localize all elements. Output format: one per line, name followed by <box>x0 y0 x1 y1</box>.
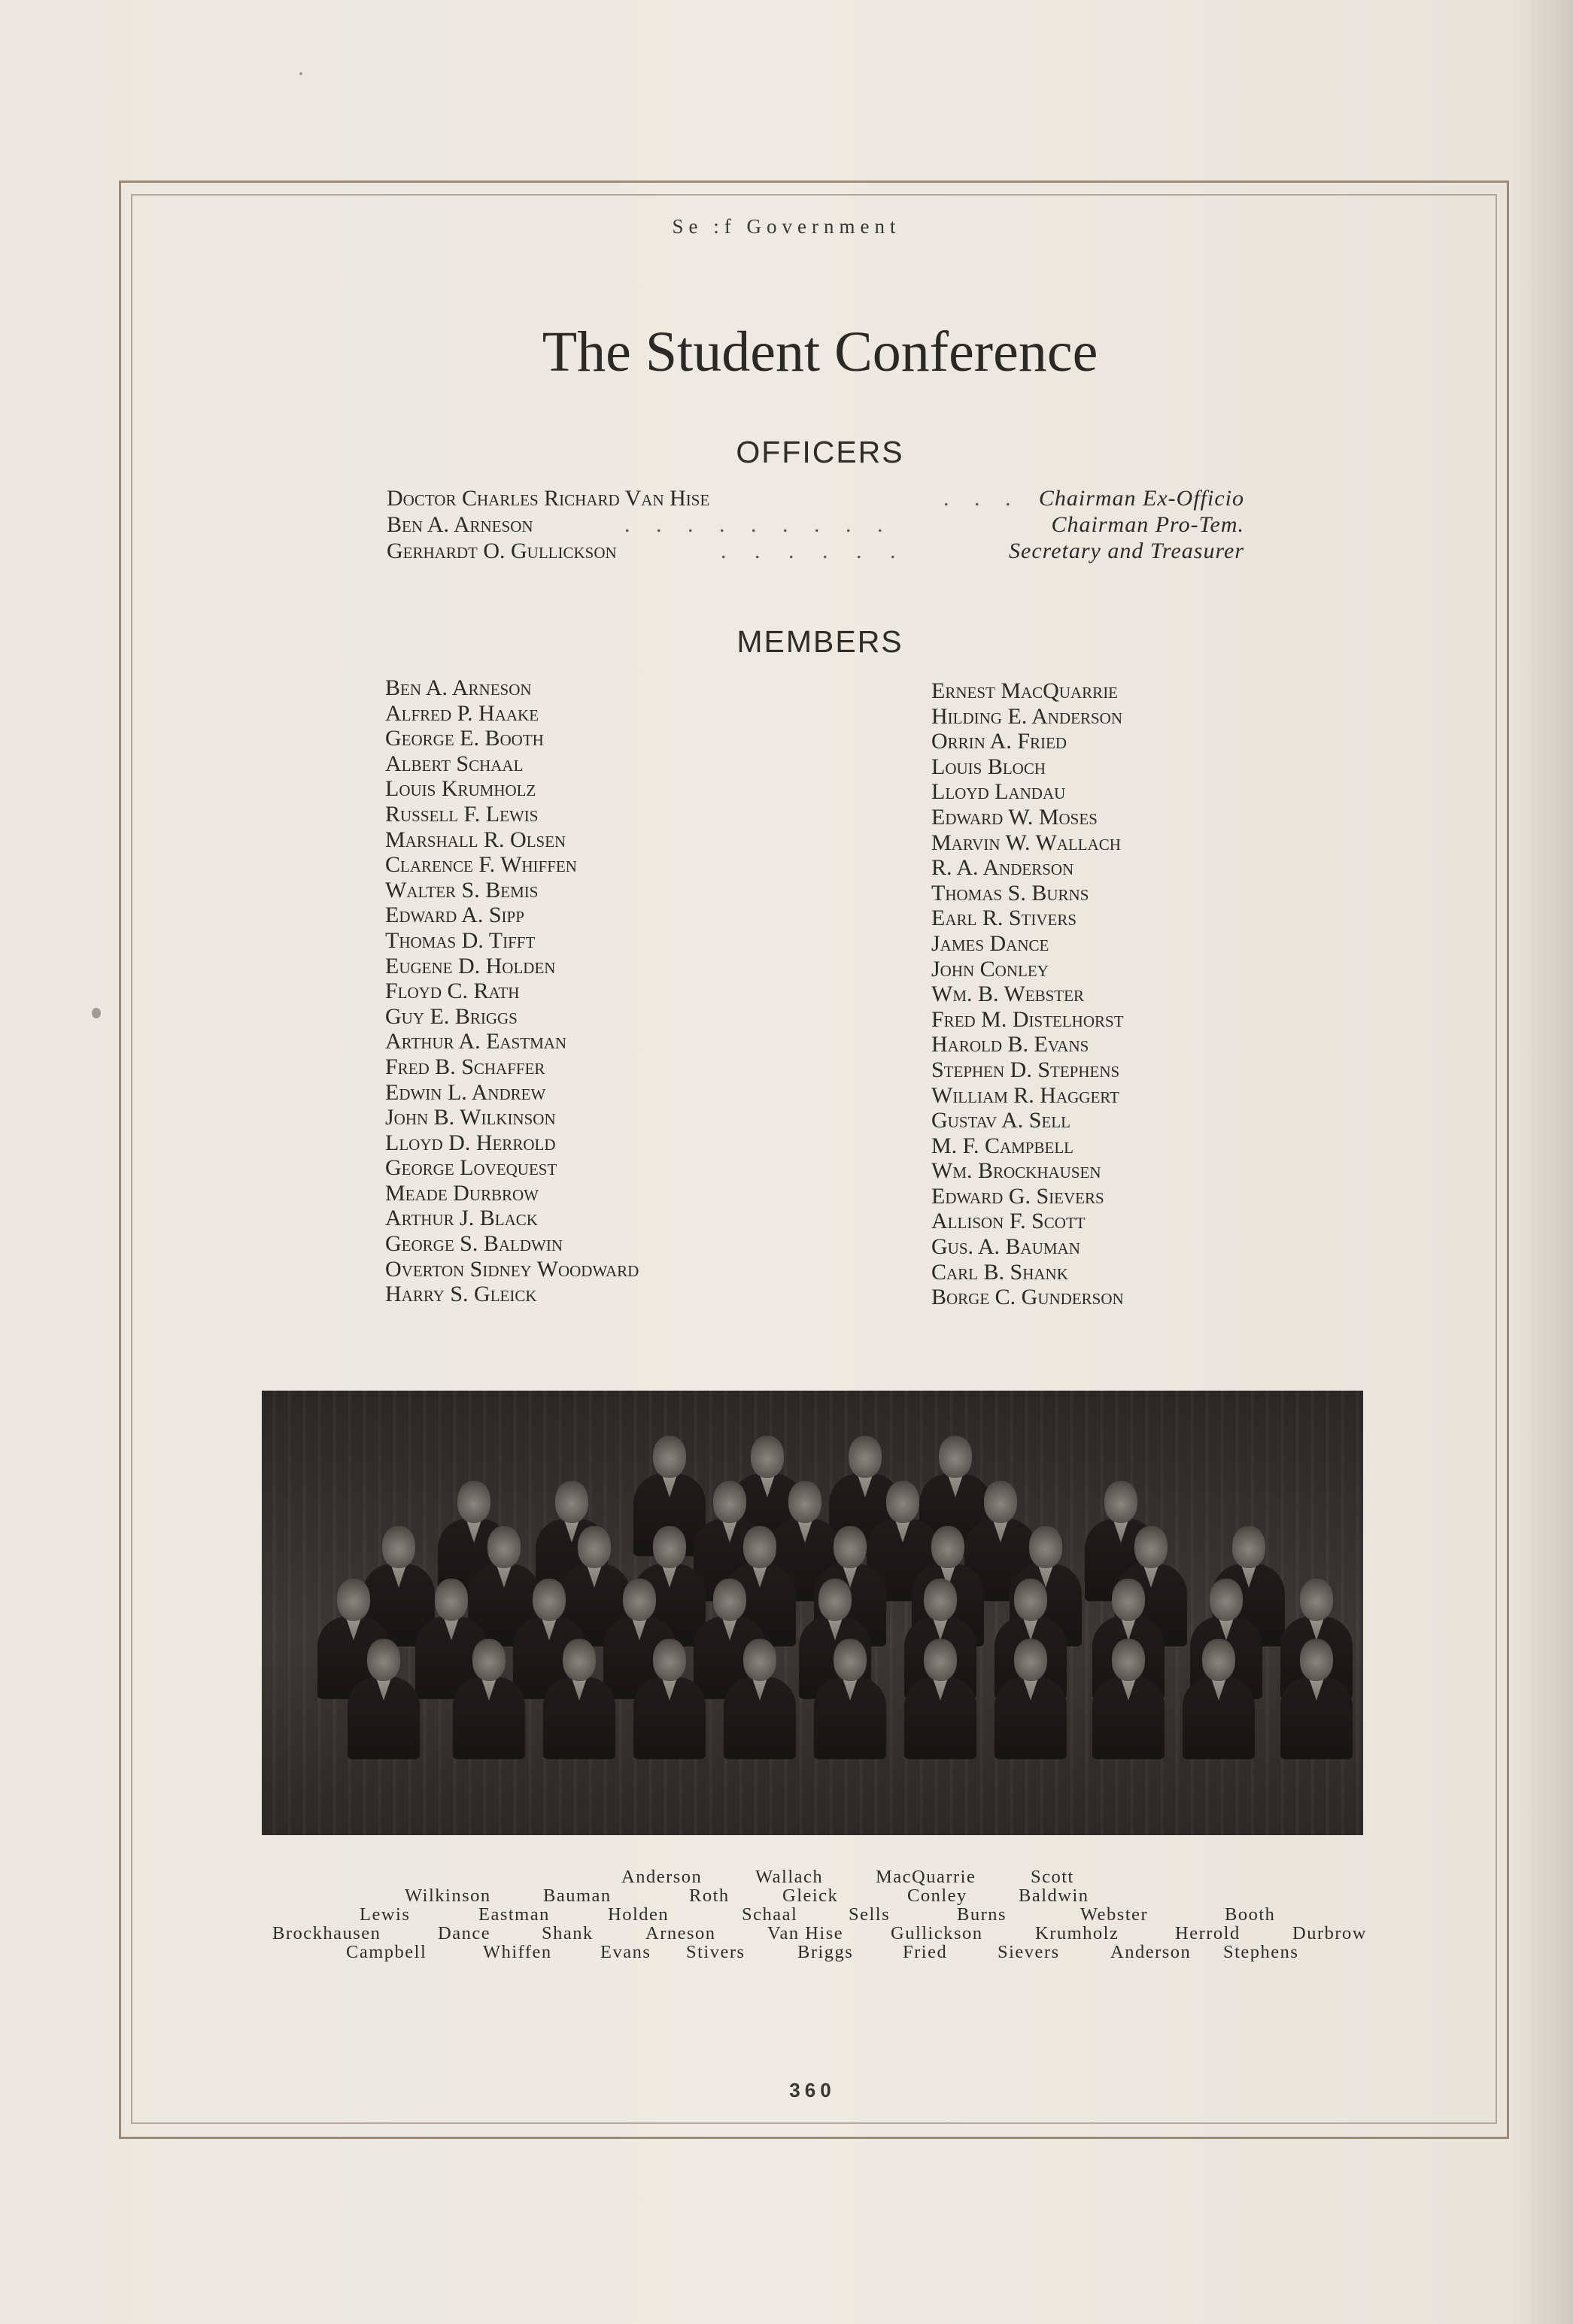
member-name: M. F. Campbell <box>931 1133 1073 1158</box>
page-title: The Student Conference <box>542 320 1098 384</box>
member-name: Overton Sidney Woodward <box>385 1256 639 1282</box>
officer-leader-dots: . . . <box>943 486 1011 511</box>
caption-name: Conley <box>907 1886 967 1906</box>
figure-head <box>1014 1579 1047 1621</box>
members-right-column <box>931 678 1124 1310</box>
figure-head <box>653 1526 686 1568</box>
member-name: George E. Booth <box>385 726 544 751</box>
caption-name: Anderson <box>621 1867 703 1887</box>
officer-role: Secretary and Treasurer <box>1009 539 1244 563</box>
caption-name: Brockhausen <box>272 1923 381 1943</box>
caption-name: Holden <box>608 1904 670 1925</box>
member-name: Carl B. Shank <box>931 1259 1068 1285</box>
member-name: Edward G. Sievers <box>931 1183 1104 1209</box>
officer-name: Doctor Charles Richard Van Hise <box>387 486 710 511</box>
member-name: Edward W. Moses <box>931 804 1098 830</box>
figure-head <box>743 1526 776 1568</box>
member-name: James Dance <box>931 930 1049 956</box>
member-name: Louis Krumholz <box>385 776 536 802</box>
caption-name: Sievers <box>998 1942 1060 1962</box>
member-name: Edward A. Sipp <box>385 903 524 928</box>
member-name: Albert Schaal <box>385 751 524 776</box>
figure-head <box>555 1481 588 1523</box>
member-name: Harold B. Evans <box>931 1032 1089 1057</box>
member-name: Gustav A. Sell <box>931 1108 1070 1133</box>
caption-name: Durbrow <box>1292 1923 1367 1943</box>
caption-name: Baldwin <box>1019 1886 1089 1906</box>
figure-head <box>563 1639 596 1681</box>
caption-name: Webster <box>1080 1904 1149 1925</box>
caption-name: Herrold <box>1175 1923 1240 1943</box>
member-name: Fred B. Schaffer <box>385 1054 545 1079</box>
figure-head <box>788 1481 821 1523</box>
caption-name: Evans <box>600 1942 651 1962</box>
officer-name: Ben A. Arneson <box>387 512 533 537</box>
caption-name: Stivers <box>686 1942 746 1962</box>
running-head: Se :f Government <box>672 215 901 238</box>
officer-row <box>387 539 1244 565</box>
figure-head <box>886 1481 919 1523</box>
caption-name: Roth <box>689 1886 730 1906</box>
officer-role: Chairman Ex-Officio <box>1038 486 1244 511</box>
caption-name: Schaal <box>742 1904 798 1925</box>
figure-head <box>849 1436 882 1478</box>
officer-row <box>387 486 1244 512</box>
caption-name: Stephens <box>1223 1942 1299 1962</box>
figure-head <box>834 1526 867 1568</box>
member-name: Floyd C. Rath <box>385 978 520 1004</box>
member-name: Gus. A. Bauman <box>931 1234 1080 1260</box>
member-name: Hilding E. Anderson <box>931 703 1122 729</box>
member-name: Louis Bloch <box>931 754 1046 779</box>
figure-head <box>1300 1639 1333 1681</box>
member-name: Stephen D. Stephens <box>931 1057 1120 1082</box>
figure-head <box>924 1639 957 1681</box>
members-heading: MEMBERS <box>736 624 903 659</box>
members-left-column <box>385 675 639 1307</box>
caption-name: Fried <box>903 1942 948 1962</box>
member-name: Meade Durbrow <box>385 1180 539 1206</box>
caption-name: Arneson <box>645 1923 716 1943</box>
figure-head <box>1029 1526 1062 1568</box>
member-name: William R. Haggert <box>931 1082 1119 1108</box>
figure-head <box>939 1436 972 1478</box>
officer-name: Gerhardt O. Gullickson <box>387 539 617 563</box>
figure-head <box>533 1579 566 1621</box>
figure-head <box>653 1436 686 1478</box>
caption-name: Anderson <box>1110 1942 1192 1962</box>
figure-head <box>743 1639 776 1681</box>
figure-head <box>834 1639 867 1681</box>
caption-name: Shank <box>542 1923 594 1943</box>
officer-leader-dots: . . . . . . <box>721 539 896 563</box>
caption-name: Whiffen <box>483 1942 552 1962</box>
caption-name: Bauman <box>543 1886 612 1906</box>
figure-head <box>1232 1526 1265 1568</box>
caption-name: Scott <box>1031 1867 1074 1887</box>
caption-name: Dance <box>438 1923 491 1943</box>
figure-head <box>367 1639 400 1681</box>
member-name: Clarence F. Whiffen <box>385 852 577 878</box>
member-name: Alfred P. Haake <box>385 700 539 726</box>
member-name: Russell F. Lewis <box>385 801 539 827</box>
member-name: Ben A. Arneson <box>385 675 532 700</box>
caption-name: Eastman <box>478 1904 550 1925</box>
caption-name: Wilkinson <box>405 1886 491 1906</box>
member-name: John B. Wilkinson <box>385 1105 556 1130</box>
paper-speck <box>299 72 302 75</box>
caption-name: Campbell <box>346 1942 427 1962</box>
caption-name: Krumholz <box>1035 1923 1119 1943</box>
member-name: Lloyd D. Herrold <box>385 1130 556 1155</box>
member-name: George S. Baldwin <box>385 1231 563 1257</box>
figure-head <box>435 1579 468 1621</box>
figure-head <box>487 1526 521 1568</box>
member-name: Orrin A. Fried <box>931 729 1067 754</box>
figure-head <box>472 1639 506 1681</box>
member-name: Edwin L. Andrew <box>385 1079 546 1105</box>
caption-name: Gullickson <box>891 1923 983 1943</box>
figure-head <box>1104 1481 1137 1523</box>
member-name: Arthur A. Eastman <box>385 1029 567 1054</box>
caption-name: Gleick <box>782 1886 839 1906</box>
figure-head <box>382 1526 415 1568</box>
member-name: Arthur J. Black <box>385 1206 538 1231</box>
member-name: Allison F. Scott <box>931 1209 1086 1234</box>
paper-speck <box>92 1008 101 1018</box>
group-photograph <box>262 1391 1363 1835</box>
figure-head <box>1210 1579 1243 1621</box>
member-name: Harry S. Gleick <box>385 1282 537 1307</box>
officer-leader-dots: . . . . . . . . . <box>624 512 883 537</box>
figure-head <box>931 1526 964 1568</box>
figure-head <box>713 1579 746 1621</box>
member-name: Eugene D. Holden <box>385 953 556 978</box>
caption-name: Wallach <box>755 1867 824 1887</box>
member-name: Thomas S. Burns <box>931 880 1089 906</box>
member-name: Lloyd Landau <box>931 779 1066 805</box>
figure-head <box>1300 1579 1333 1621</box>
member-name: Marvin W. Wallach <box>931 830 1121 855</box>
figure-head <box>578 1526 611 1568</box>
caption-name: Lewis <box>360 1904 411 1925</box>
caption-name: Booth <box>1225 1904 1276 1925</box>
member-name: Marshall R. Olsen <box>385 827 566 852</box>
figure-head <box>1112 1579 1145 1621</box>
officer-role: Chairman Pro-Tem. <box>1051 512 1244 537</box>
caption-name: Sells <box>849 1904 891 1925</box>
member-name: Walter S. Bemis <box>385 877 539 903</box>
figure-head <box>1112 1639 1145 1681</box>
caption-name: Briggs <box>797 1942 854 1962</box>
figure-head <box>1202 1639 1235 1681</box>
member-name: John Conley <box>931 956 1049 981</box>
figure-head <box>653 1639 686 1681</box>
figure-head <box>818 1579 852 1621</box>
figure-head <box>924 1579 957 1621</box>
member-name: Wm. Brockhausen <box>931 1158 1101 1184</box>
caption-name: MacQuarrie <box>876 1867 976 1887</box>
page-number: 360 <box>789 2079 836 2101</box>
caption-name: Burns <box>957 1904 1007 1925</box>
figure-head <box>337 1579 370 1621</box>
member-name: Wm. B. Webster <box>931 981 1084 1007</box>
caption-name: Van Hise <box>767 1923 844 1943</box>
figure-head <box>1014 1639 1047 1681</box>
figure-head <box>713 1481 746 1523</box>
officers-heading: OFFICERS <box>736 435 904 469</box>
member-name: Borge C. Gunderson <box>931 1285 1124 1310</box>
member-name: Thomas D. Tifft <box>385 927 536 953</box>
figure-head <box>1134 1526 1168 1568</box>
member-name: Earl R. Stivers <box>931 906 1077 931</box>
member-name: Guy E. Briggs <box>385 1003 518 1029</box>
figure-head <box>751 1436 784 1478</box>
member-name: R. A. Anderson <box>931 855 1074 881</box>
figure-head <box>457 1481 490 1523</box>
member-name: George Lovequest <box>385 1155 557 1181</box>
figure-head <box>623 1579 656 1621</box>
figure-head <box>984 1481 1017 1523</box>
member-name: Fred M. Distelhorst <box>931 1006 1124 1032</box>
officers-list <box>387 486 1244 565</box>
officer-row <box>387 512 1244 539</box>
member-name: Ernest MacQuarrie <box>931 678 1119 703</box>
